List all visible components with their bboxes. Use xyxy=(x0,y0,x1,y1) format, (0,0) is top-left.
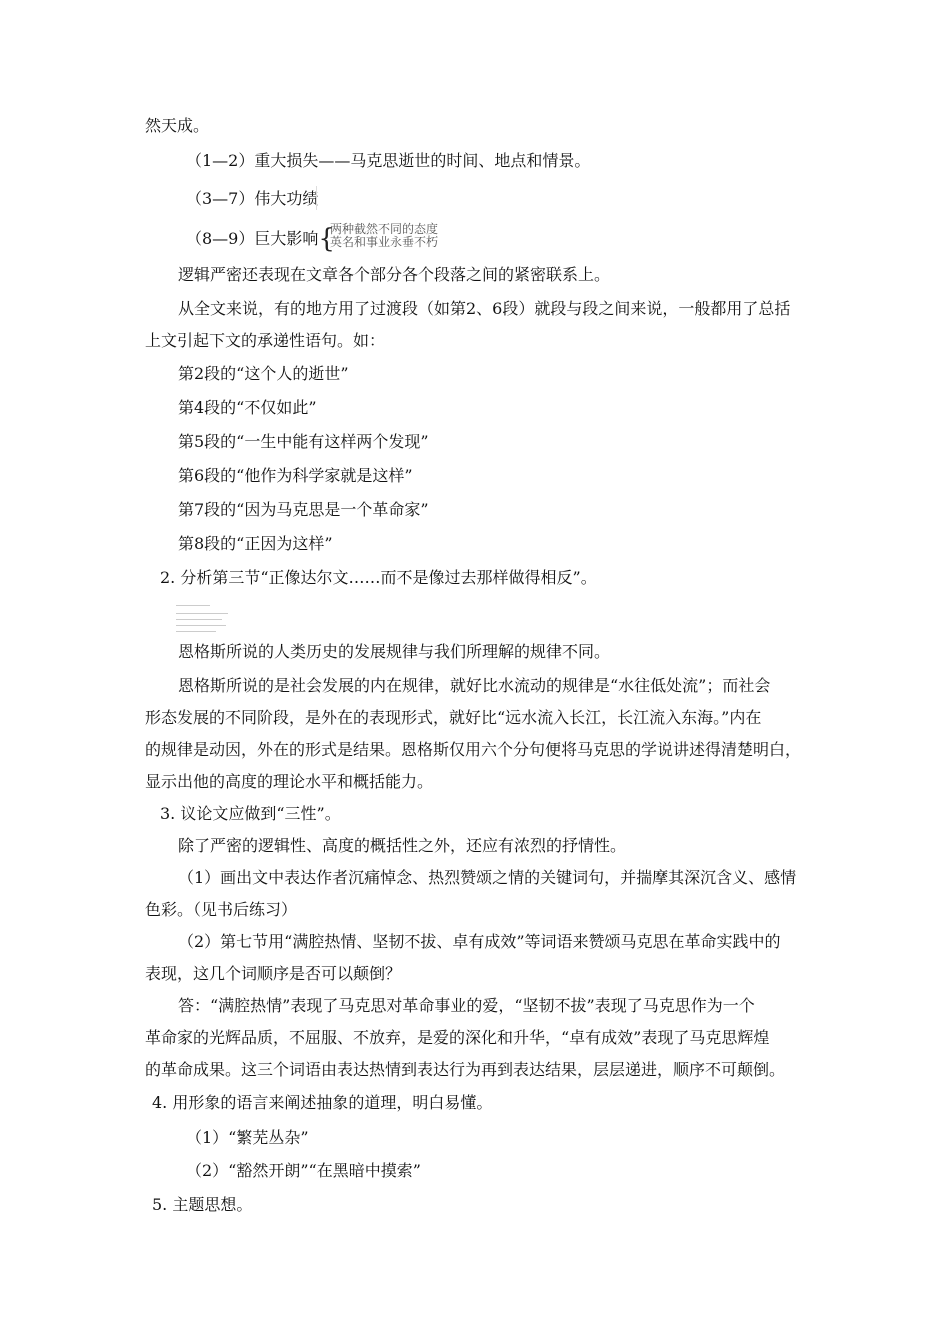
section-heading: 3. 议论文应做到“三性”。 xyxy=(160,804,341,823)
text-line: （2）第七节用“满腔热情、坚韧不拔、卓有成效”等词语来赞颂马克思在革命实践中的 xyxy=(178,932,781,951)
section-heading: 2. 分析第三节“正像达尔文……而不是像过去那样做得相反”。 xyxy=(160,568,597,587)
brace-subitem: 两种截然不同的态度 xyxy=(330,222,439,236)
list-item: （2）“豁然开朗”“在黑暗中摸索” xyxy=(186,1161,421,1180)
text-line: 色彩。（见书后练习） xyxy=(145,900,298,919)
outline-item-label: （8—9）巨大影响 xyxy=(186,229,319,248)
text-line: 革命家的光辉品质，不屈服、不放弃，是爱的深化和升华，“卓有成效”表现了马克思辉煌 xyxy=(145,1028,770,1047)
text-line: 上文引起下文的承递性语句。如： xyxy=(145,331,386,350)
text-line: 恩格斯所说的是社会发展的内在规律，就好比水流动的规律是“水往低处流”；而社会 xyxy=(178,676,771,695)
text-line: 恩格斯所说的人类历史的发展规律与我们所理解的规律不同。 xyxy=(178,642,611,661)
list-item: 第5段的“一生中能有这样两个发现” xyxy=(178,432,429,451)
list-item: 第4段的“不仅如此” xyxy=(178,398,317,417)
section-heading: 5. 主题思想。 xyxy=(152,1195,253,1214)
text-line: 逻辑严密还表现在文章各个部分各个段落之间的紧密联系上。 xyxy=(178,265,611,284)
list-item: 第8段的“正因为这样” xyxy=(178,534,333,553)
list-item: （1）“繁芜丛杂” xyxy=(186,1128,309,1147)
text-line: 显示出他的高度的理论水平和概括能力。 xyxy=(145,772,434,791)
text-line: （1）画出文中表达作者沉痛悼念、热烈赞颂之情的关键词句，并揣摩其深沉含义、感情 xyxy=(178,868,797,887)
faint-brace-list xyxy=(316,186,347,210)
brace-subitem: 英名和事业永垂不朽 xyxy=(330,235,439,249)
outline-item-label: （3—7）伟大功绩 xyxy=(186,189,319,208)
text-line: 表现，这几个词顺序是否可以颠倒？ xyxy=(145,964,402,983)
text-line: 的规律是动因，外在的形式是结果。恩格斯仅用六个分句便将马克思的学说讲述得清楚明白， xyxy=(145,740,802,759)
faint-diagram xyxy=(176,603,232,635)
text-line: 然天成。 xyxy=(145,116,210,135)
list-item: 第2段的“这个人的逝世” xyxy=(178,364,349,383)
outline-item xyxy=(186,224,335,254)
list-item: 第6段的“他作为科学家就是这样” xyxy=(178,466,413,485)
outline-item xyxy=(186,189,318,209)
outline-item: （1—2）重大损失——马克思逝世的时间、地点和情景。 xyxy=(186,151,591,170)
text-line: 答：“满腔热情”表现了马克思对革命事业的爱，“坚韧不拔”表现了马克思作为一个 xyxy=(178,996,755,1015)
text-line: 的革命成果。这三个词语由表达热情到表达行为再到表达结果，层层递进，顺序不可颠倒。 xyxy=(145,1060,786,1079)
list-item: 第7段的“因为马克思是一个革命家” xyxy=(178,500,429,519)
text-line: 形态发展的不同阶段，是外在的表现形式，就好比“远水流入长江，长江流入东海。”内在 xyxy=(145,708,762,727)
text-line: 除了严密的逻辑性、高度的概括性之外，还应有浓烈的抒情性。 xyxy=(178,836,627,855)
text-line: 从全文来说，有的地方用了过渡段（如第2、6段）就段与段之间来说，一般都用了总括 xyxy=(178,299,791,318)
brace-icon: { xyxy=(318,224,335,254)
section-heading: 4. 用形象的语言来阐述抽象的道理，明白易懂。 xyxy=(152,1093,493,1112)
